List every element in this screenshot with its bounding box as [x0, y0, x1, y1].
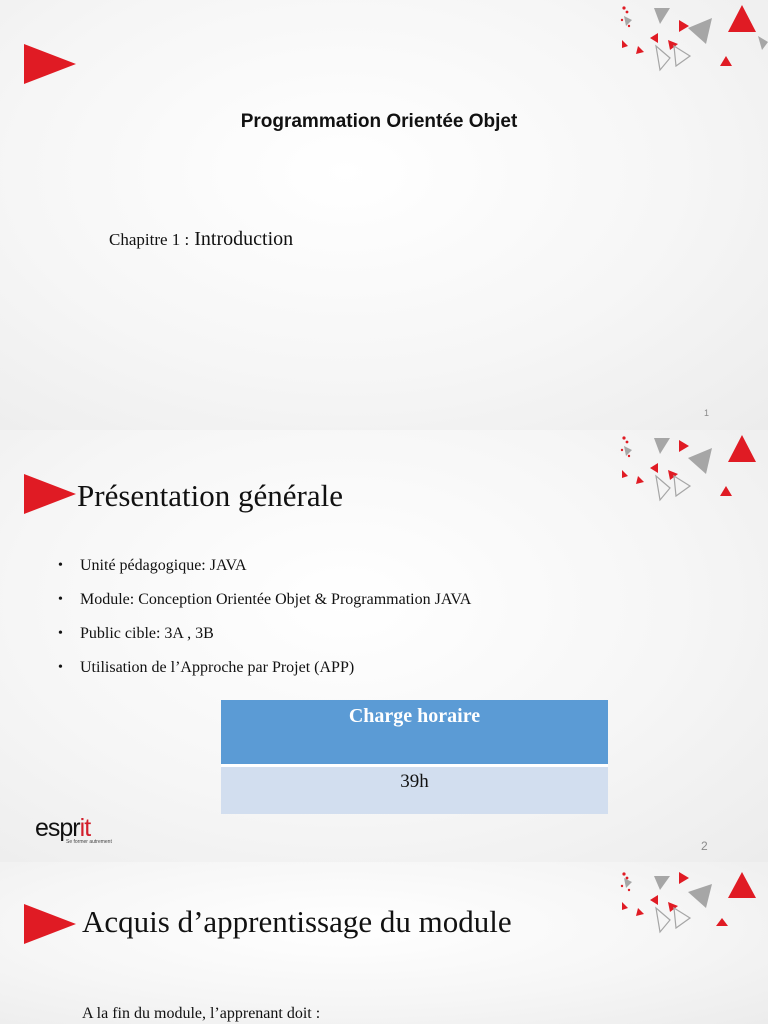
red-arrow-icon — [24, 474, 76, 514]
charge-horaire-table — [221, 700, 608, 814]
slide-1 — [0, 0, 768, 430]
bullet-dot-icon: • — [58, 660, 63, 675]
red-arrow-icon — [24, 44, 76, 84]
page-number: 2 — [701, 839, 708, 853]
triangle-decoration-icon — [598, 430, 768, 510]
logo-tagline: Se former autrement — [66, 839, 112, 845]
slide-3 — [0, 862, 768, 1024]
intro-text: A la fin du module, l’apprenant doit : — [82, 1005, 321, 1022]
list-item: • Utilisation de l’Approche par Projet (APP) — [58, 656, 471, 690]
bullet-dot-icon: • — [58, 626, 63, 641]
triangle-decoration-icon — [598, 862, 768, 942]
bullet-list — [58, 554, 471, 690]
page-number: 1 — [704, 408, 710, 418]
red-arrow-icon — [24, 904, 76, 944]
list-item: • Public cible: 3A , 3B — [58, 622, 471, 656]
chapter-heading — [109, 228, 293, 251]
presentation-title: Programmation Orientée Objet — [240, 111, 518, 132]
table-header: Charge horaire — [221, 700, 608, 766]
chapter-name: Introduction — [194, 228, 294, 250]
list-item: • Module: Conception Orientée Objet & Programmation JAVA — [58, 588, 471, 622]
slide-title: Présentation générale — [77, 478, 343, 513]
slide-title: Acquis d’apprentissage du module — [82, 904, 512, 939]
list-item: • Unité pédagogique: JAVA — [58, 554, 471, 588]
bullet-dot-icon: • — [58, 592, 63, 607]
logo-accent-text: it — [79, 814, 91, 842]
logo-text: espr — [35, 814, 80, 842]
table-cell: 39h — [221, 766, 608, 815]
esprit-logo — [35, 816, 112, 845]
bullet-dot-icon: • — [58, 558, 63, 573]
chapter-label: Chapitre 1 : — [109, 230, 190, 249]
triangle-decoration-icon — [598, 0, 768, 80]
slide-2 — [0, 430, 768, 862]
